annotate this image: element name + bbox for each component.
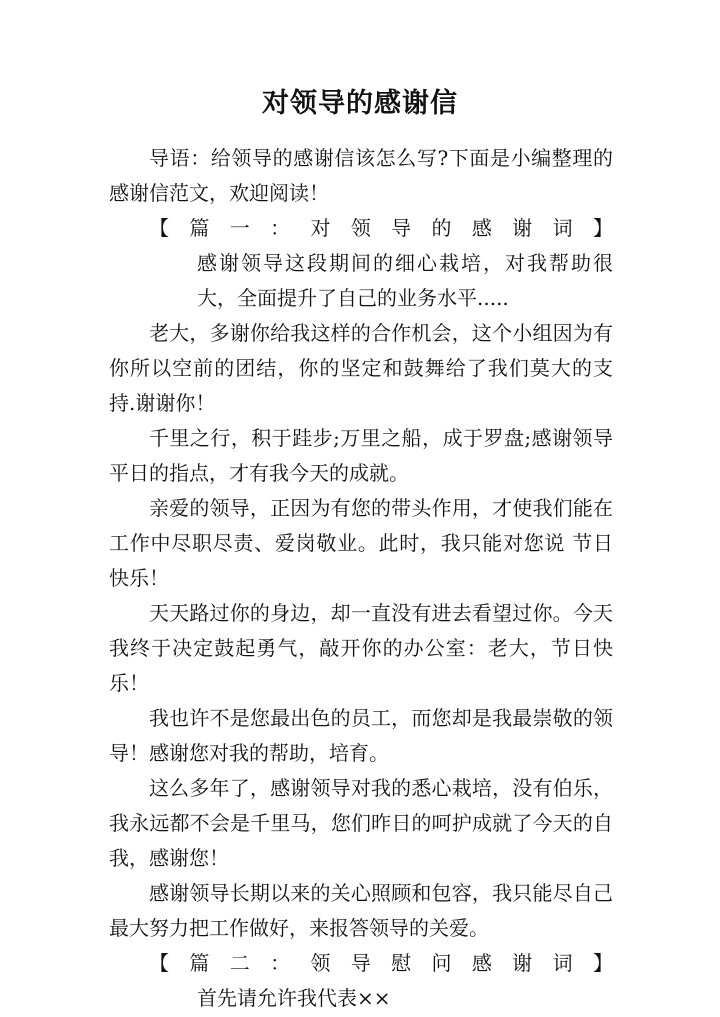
body-paragraph: 亲爱的领导，正因为有您的带头作用，才使我们能在工作中尽职尽责、爱岗敬业。此时，我只能对您说 节日快乐！ xyxy=(109,496,613,590)
body-paragraph: 老大，多谢你给我这样的合作机会，这个小组因为有你所以空前的团结，你的坚定和鼓舞给了我们莫大的支持.谢谢你！ xyxy=(109,321,613,415)
body-paragraph: 感谢领导长期以来的关心照顾和包容，我只能尽自己最大努力把工作做好，来报答领导的关爱。 xyxy=(109,881,613,940)
section-two-paragraph xyxy=(109,946,613,1016)
body-paragraph: 我也许不是您最出色的员工，而您却是我最崇敬的领导！感谢您对我的帮助，培育。 xyxy=(109,706,613,765)
section-two-opening-text: 首先请允许我代表×× xyxy=(197,986,391,1010)
body-paragraph: 天天路过你的身边，却一直没有进去看望过你。今天我终于决定鼓起勇气，敲开你的办公室：老大，节日快乐！ xyxy=(109,601,613,695)
section-one-paragraph xyxy=(109,211,613,316)
section-one-heading: 【篇一：对领导的感谢词】 xyxy=(149,216,613,240)
document-body xyxy=(109,141,613,1016)
body-paragraph: 这么多年了，感谢领导对我的悉心栽培，没有伯乐，我永远都不会是千里马，您们昨日的呵护成就了今天的自我，感谢您！ xyxy=(109,776,613,870)
body-paragraph: 千里之行，积于跬步;万里之船，成于罗盘;感谢领导平日的指点，才有我今天的成就。 xyxy=(109,426,613,485)
section-two-heading: 【篇二：领导慰问感谢词】 xyxy=(149,951,613,975)
intro-paragraph: 导语：给领导的感谢信该怎么写?下面是小编整理的感谢信范文，欢迎阅读！ xyxy=(109,146,613,205)
document-title: 对领导的感谢信 xyxy=(262,88,458,119)
section-one-opening-text: 感谢领导这段期间的细心栽培，对我帮助很大，全面提升了自己的业务水平..... xyxy=(197,251,613,310)
